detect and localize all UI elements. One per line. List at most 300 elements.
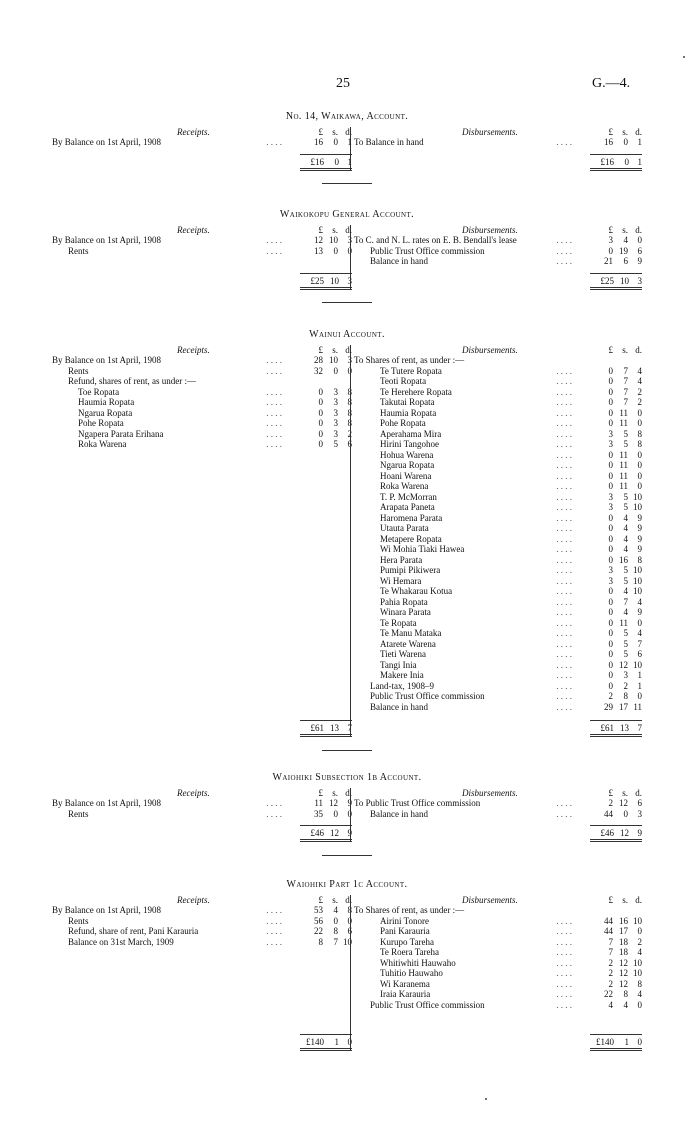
leader-dots: . . . . [556,978,572,989]
amount-shillings: 12 [329,798,338,808]
receipts-entry-row [52,397,352,408]
amount-pence: 10 [633,659,642,670]
leader-dots: . . . . [556,915,572,926]
amount [590,958,642,969]
amount-pounds: 3 [608,491,613,502]
disbursements-entry-row [354,597,642,608]
amount-pounds: 12 [314,235,323,245]
amount-pence: 4 [637,989,642,999]
amount-pounds: 3 [608,565,613,575]
section-separator [322,855,372,856]
amount-shillings: 0 [623,808,628,819]
amount-pounds: 0 [608,628,613,638]
disbursements-entry-row [354,397,642,408]
amount [300,439,352,450]
amount [590,235,642,246]
leader-dots: . . . . [556,418,572,428]
amount [590,523,642,534]
disbursements-heading: Disbursements. [462,344,518,355]
disbursements-column [354,126,642,167]
pence-heading: d. [635,224,642,235]
amount-pence: 1 [637,670,642,680]
amount-shillings: 12 [619,798,628,808]
leader-dots: . . . . [266,798,282,808]
entry-label: Ngarua Ropata [380,460,435,470]
pound-heading: £ [608,894,613,905]
leader-dots: . . . . [556,565,572,575]
leader-dots: . . . . [556,926,572,936]
amount-pounds: 0 [318,418,323,428]
leader-dots: . . . . [556,376,572,386]
receipts-total-amount [300,273,352,290]
amount-pounds: 0 [608,376,613,386]
amount [590,691,642,702]
amount-pence: 2 [347,428,352,439]
pence-heading: d. [345,126,352,137]
amount-shillings: 11 [619,617,628,628]
leader-dots: . . . . [556,481,572,491]
amount-pence: 3 [347,235,352,245]
amount-pence: 0 [637,926,642,936]
amount [590,809,642,820]
currency-headings [590,345,642,356]
amount [590,618,642,629]
amount-shillings: 4 [623,523,628,533]
entry-label: Winara Parata [380,607,431,617]
amount [300,355,352,366]
receipts-entry-row [52,408,352,419]
pound-heading: £ [318,344,323,355]
amount [590,387,642,398]
currency-headings [300,895,352,906]
amount-pence: 8 [637,428,642,439]
section-separator [322,183,372,184]
amount [300,408,352,419]
leader-dots: . . . . [556,989,572,999]
disbursements-column-header [354,225,642,236]
amount [590,397,642,408]
pence-heading: d. [635,787,642,798]
amount-shillings: 12 [619,659,628,670]
amount [590,926,642,937]
disbursements-total-amount [590,1034,642,1051]
amount-pounds: 56 [314,915,323,926]
leader-dots: . . . . [556,137,572,147]
amount-shillings: 4 [623,999,628,1010]
entry-label: Te Herehere Ropata [380,386,452,397]
amount-shillings: 10 [329,355,338,365]
disbursements-entry-row [354,408,642,419]
amount-pence: 0 [347,915,352,926]
receipts-entry-row [52,366,352,377]
amount-shillings: 8 [333,926,338,936]
disbursements-entry-row [354,534,642,545]
amount-shillings: 11 [619,470,628,481]
pence-heading: d. [345,344,352,355]
entry-label: Pohe Ropata [78,418,124,428]
pence-heading: d. [635,894,642,905]
entry-label: Hirini Tangohoe [380,439,439,449]
amount-pence: 0 [637,407,642,418]
amount [590,968,642,979]
disbursements-heading: Disbursements. [462,894,518,905]
amount [590,256,642,267]
total-shillings: 1 [624,1037,629,1047]
entry-label: To Shares of rent, as under :— [354,355,465,365]
amount-shillings: 4 [623,544,628,554]
disbursements-entry-row [354,916,642,927]
amount [590,576,642,587]
amount-pence: 1 [347,137,352,147]
currency-headings [590,895,642,906]
total-pence: 1 [637,156,642,167]
amount-pence: 0 [637,449,642,460]
amount [590,376,642,387]
amount-pounds: 0 [608,512,613,523]
amount-pence: 0 [637,418,642,428]
entry-label: Toe Ropata [78,386,120,397]
pence-heading: d. [345,224,352,235]
disbursements-entry-row [354,947,642,958]
pence-heading: d. [635,344,642,355]
disbursements-entry-row [354,376,642,387]
account-title: Waiohiki Subsection 1b Account. [272,772,422,783]
amount-pence: 0 [347,808,352,819]
amount-pounds: 2 [608,798,613,808]
amount [300,926,352,937]
amount [590,628,642,639]
amount-pounds: 2 [608,691,613,701]
leader-dots: . . . . [556,808,572,819]
amount-pence: 0 [347,245,352,256]
amount-pence: 1 [637,680,642,691]
amount [590,670,642,681]
amount-pence: 10 [633,575,642,586]
total-pence: 3 [637,275,642,286]
document-code: G.—4. [592,76,631,91]
amount-shillings: 18 [619,947,628,957]
total-pence: 9 [637,828,642,838]
amount-pounds: 29 [604,701,613,712]
amount-pounds: 16 [314,137,323,147]
disbursements-entry-row [354,798,642,809]
amount-pence: 10 [343,936,352,947]
pound-heading: £ [608,224,613,235]
amount-shillings: 2 [623,680,628,691]
amount-pounds: 53 [314,905,323,915]
entry-label: Hoani Warena [380,470,432,481]
amount-shillings: 5 [623,649,628,659]
receipts-entry-row [52,926,352,937]
amount-pence: 8 [347,397,352,407]
entry-label: Ngarua Ropata [78,407,133,418]
entry-label: Kurupo Tareha [380,936,434,947]
amount-shillings: 10 [329,235,338,245]
amount-pounds: 0 [608,617,613,628]
amount [300,916,352,927]
amount-pounds: 32 [314,365,323,376]
amount-pounds: 3 [608,439,613,449]
amount-shillings: 3 [623,670,628,680]
amount-shillings: 11 [619,418,628,428]
disbursements-heading: Disbursements. [462,787,518,798]
receipts-column [52,344,352,733]
amount-pounds: 3 [608,575,613,586]
amount-shillings: 6 [623,256,628,266]
disbursements-total-amount [590,825,642,842]
account-columns [52,895,642,1055]
receipts-total-amount [300,1034,352,1051]
entry-label: Te Whakarau Kotua [380,586,453,596]
amount-pounds: 44 [604,915,613,926]
amount-pounds: 3 [608,428,613,439]
pound-heading: £ [608,126,613,137]
total-pence: 0 [637,1037,642,1047]
amount [590,513,642,524]
leader-dots: . . . . [556,449,572,460]
pound-heading: £ [318,126,323,137]
column-divider [350,225,351,289]
total-shillings: 0 [334,156,339,167]
disbursements-column [354,224,642,286]
leader-dots: . . . . [266,397,282,407]
currency-headings [300,127,352,138]
amount-pence: 8 [637,439,642,449]
account-block [52,210,642,293]
amount [300,798,352,809]
amount-pence: 9 [637,256,642,266]
shilling-heading: s. [332,344,338,355]
total-shillings: 12 [330,828,339,838]
disbursements-entry-row [354,565,642,576]
amount [590,502,642,513]
entry-label: By Balance on 1st April, 1908 [52,235,161,245]
amount-pounds: 44 [604,926,613,936]
amount-pence: 2 [637,936,642,947]
leader-dots: . . . . [266,245,282,256]
leader-dots: . . . . [556,544,572,554]
receipts-entry-row [52,429,352,440]
amount [300,235,352,246]
shilling-heading: s. [622,894,628,905]
disbursements-entry-row [354,618,642,629]
amount-shillings: 17 [619,926,628,936]
amount-pounds: 0 [608,670,613,680]
entry-label: T. P. McMorran [380,491,437,502]
amount-pounds: 22 [604,989,613,999]
entry-label: By Balance on 1st April, 1908 [52,137,161,147]
amount-pounds: 16 [604,137,613,147]
amount-pence: 10 [633,968,642,978]
entry-label: Tangi Inia [380,659,417,670]
amount-pence: 0 [637,691,642,701]
leader-dots: . . . . [556,936,572,947]
amount-pounds: 0 [608,418,613,428]
account-title: Waikokopu General Account. [279,209,415,220]
amount-pence: 0 [637,235,642,245]
amount [590,639,642,650]
amount-pounds: 0 [318,397,323,407]
total-pounds: £46 [310,828,324,838]
amount [590,798,642,809]
entry-label: Rents [68,365,89,376]
leader-dots: . . . . [266,355,282,365]
disbursements-entry-row [354,137,642,148]
amount-shillings: 11 [619,460,628,470]
amount-pounds: 0 [608,397,613,407]
amount-pounds: 0 [608,470,613,481]
column-divider [350,895,351,1051]
amount-pence: 0 [637,470,642,481]
pound-heading: £ [318,894,323,905]
pence-heading: d. [635,126,642,137]
amount [590,534,642,545]
receipts-entry-row [52,418,352,429]
amount-pence: 6 [637,798,642,808]
entry-label: By Balance on 1st April, 1908 [52,355,161,365]
amount-pounds: 2 [608,957,613,968]
print-speck [683,56,685,58]
disbursements-column [354,894,642,1047]
receipts-column-header [52,225,352,236]
amount-pounds: 0 [608,533,613,544]
amount-pounds: 44 [604,808,613,819]
amount [590,460,642,471]
entry-label: Public Trust Office commission [370,245,485,256]
receipts-column [52,894,352,1047]
amount-pence: 0 [347,365,352,376]
amount [590,246,642,257]
shilling-heading: s. [332,894,338,905]
total-shillings: 13 [620,723,629,733]
entry-label: Pumipi Pikiwera [380,565,441,575]
disbursements-entry-row [354,586,642,597]
receipts-column [52,787,352,838]
receipts-heading: Receipts. [177,894,210,905]
amount-pence: 6 [637,245,642,256]
disbursements-entry-row [354,429,642,440]
disbursements-entry-row [354,1000,642,1011]
amount-pence: 4 [637,365,642,376]
amount-shillings: 3 [333,397,338,407]
leader-dots: . . . . [556,680,572,691]
total-pence: 9 [347,828,352,838]
amount-pence: 8 [637,978,642,989]
disbursements-entry-row [354,246,642,257]
account-title: No. 14, Waikawa, Account. [285,111,409,122]
amount-pence: 3 [637,808,642,819]
receipts-heading: Receipts. [177,344,210,355]
amount-pounds: 0 [608,649,613,659]
receipts-column-header [52,788,352,799]
shilling-heading: s. [622,224,628,235]
receipts-column-header [52,127,352,138]
amount-pence: 6 [637,649,642,659]
amount-pence: 6 [347,439,352,449]
entry-label: Roka Warena [380,481,429,491]
currency-headings [300,788,352,799]
disbursements-entry-row [354,366,642,377]
amount [590,607,642,618]
amount-pence: 8 [347,418,352,428]
amount-pence: 1 [637,137,642,147]
disbursements-column-header [354,345,642,356]
amount-pence: 0 [637,999,642,1010]
amount-pounds: 21 [604,256,613,266]
currency-headings [590,788,642,799]
amount-pounds: 4 [608,999,613,1010]
disbursements-heading: Disbursements. [462,126,518,137]
amount-shillings: 3 [333,386,338,397]
disbursements-entry-row [354,639,642,650]
disbursements-entry-row [354,979,642,990]
entry-label: Balance in hand [370,256,428,266]
amount [590,947,642,958]
total-pounds: £140 [306,1037,324,1047]
receipts-entry-row [52,439,352,450]
receipts-column [52,224,352,286]
account-columns [52,788,642,846]
entry-label: Haumia Ropata [380,407,437,418]
amount-shillings: 7 [333,936,338,947]
amount-shillings: 5 [623,428,628,439]
amount-shillings: 11 [619,407,628,418]
leader-dots: . . . . [556,596,572,607]
total-pence: 7 [637,723,642,733]
account-block [52,112,642,174]
amount-pounds: 0 [608,659,613,670]
amount-shillings: 5 [623,491,628,502]
account-block [52,330,642,740]
disbursements-entry-row [354,681,642,692]
total-pounds: £16 [600,156,614,167]
leader-dots: . . . . [556,638,572,649]
amount-shillings: 7 [623,596,628,607]
amount [590,429,642,440]
amount [300,809,352,820]
leader-dots: . . . . [556,256,572,266]
leader-dots: . . . . [266,439,282,449]
receipts-total-amount [300,154,352,171]
entry-label: Teoti Ropata [380,376,427,386]
amount [590,544,642,555]
entry-label: Te Roera Tareha [380,947,440,957]
amount-pounds: 0 [608,554,613,565]
amount-shillings: 5 [623,502,628,512]
amount-shillings: 18 [619,936,628,947]
total-pounds: £25 [600,275,614,286]
account-columns [52,225,642,293]
amount-shillings: 5 [623,575,628,586]
amount-pence: 4 [637,376,642,386]
section-separator [322,750,372,751]
leader-dots: . . . . [556,365,572,376]
amount [590,450,642,461]
amount [590,555,642,566]
receipts-heading: Receipts. [177,126,210,137]
receipts-total-amount [300,720,352,737]
leader-dots: . . . . [266,365,282,376]
receipts-entry-row [52,916,352,927]
amount [300,387,352,398]
entry-label: Pohe Ropata [380,418,426,428]
amount-pounds: 0 [608,638,613,649]
total-shillings: 0 [624,156,629,167]
amount-pounds: 7 [608,947,613,957]
amount-pence: 3 [347,355,352,365]
total-shillings: 10 [330,275,339,286]
amount-pounds: 0 [608,523,613,533]
